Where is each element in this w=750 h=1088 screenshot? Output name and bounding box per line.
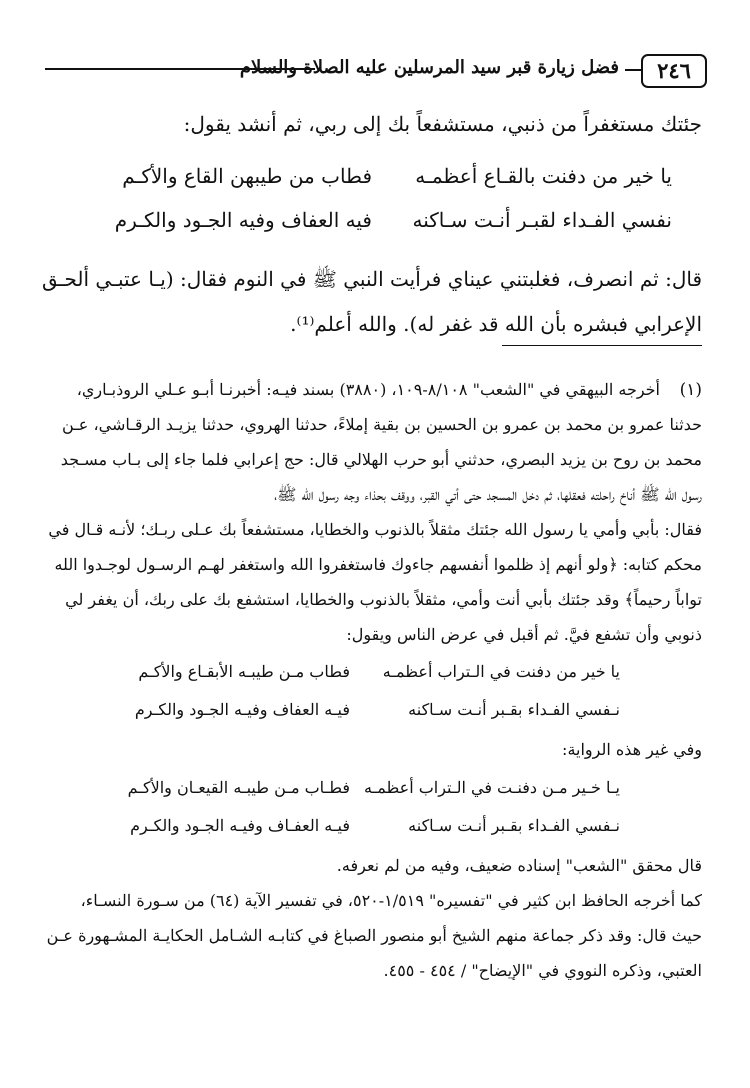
footnote-line: رسول الله ﷺ أناخ راحلته فعقلها، ثم دخل المسجد حتى أتي القبر، ووقف بحذاء وجه رسول الله ﷺ، bbox=[274, 485, 702, 504]
footnote-line: ذنوبي وأن تشفع فيَّ. ثم أقبل في عرض الناس ويقول: bbox=[346, 625, 702, 644]
footnote-line: حدثنا عمرو بن محمد بن عمرو بن الحسين بن بقية إملاءً، حدثنا الهروي، حدثنا يزيـد الرقـاشي، عـن bbox=[61, 415, 702, 434]
footnote-line: تواباً رحيماً﴾ وقد جئتك بأبي أنت وأمي، مثقلاً بالذنوب والخطايا، استشفع بك على ربك، أن يغفر لي bbox=[65, 590, 702, 609]
header-rule-short bbox=[625, 69, 641, 71]
verse-hemistich-left: فطاب مـن طيبـه الأبقـاع والأكـم bbox=[138, 662, 350, 681]
verse-row bbox=[92, 208, 672, 242]
footnote-verse-row bbox=[80, 816, 620, 842]
footnote-line: أخرجه البيهقي في "الشعب" ٨/١٠٨-١٠٩، (٣٨٨٠) بسند فيـه: أخبرنـا أبـو عـلي الروذبـاري، bbox=[76, 380, 660, 399]
verse-hemistich-right: نـفسي الفـداء بقـبر أنـت سـاكنه bbox=[408, 816, 620, 835]
footnote-line: محمد بن روح بن يزيد البصري، حدثني أبو حرب الهلالي قال: حج إعرابي فلما جاء إلى بـاب مسـجد bbox=[60, 450, 702, 469]
footnote-line: العتبي، وذكره النووي في "الإيضاح" / ٤٥٤ - ٤٥٥. bbox=[383, 961, 702, 980]
footnote-verse-row bbox=[80, 778, 620, 804]
verse-hemistich-left: فطـاب مـن طيبـه القيعـان والأكـم bbox=[127, 778, 350, 797]
footnote-line: حيث قال: وقد ذكر جماعة منهم الشيخ أبو منصور الصباغ في كتابـه الشـامل الحكايـة المشـهورة عـن bbox=[46, 926, 702, 945]
footnote-verse-row bbox=[80, 700, 620, 726]
paragraph-line-1: قال: ثم انصرف، فغلبتني عيناي فرأيت النبي ﷺ في النوم فقال: (يـا عتبـي ألحـق bbox=[41, 267, 702, 291]
page-number: ٢٤٦ bbox=[641, 54, 707, 88]
footnote-separator bbox=[502, 345, 702, 346]
footnote-line: قال محقق "الشعب" إسناده ضعيف، وفيه من لم نعرفه. bbox=[336, 856, 702, 875]
paragraph-line-2: الإعرابي فبشره بأن الله قد غفر له). والله أعلم⁽¹⁾. bbox=[290, 312, 702, 336]
footnote-line: فقال: بأبي وأمي يا رسول الله جئتك مثقلاً بالذنوب والخطايا، مستشفعاً بك عـلى ربـك؛ لأنـه قـال في bbox=[48, 520, 702, 539]
verse-hemistich-right: نـفسي الفـداء بقـبر أنـت سـاكنه bbox=[408, 700, 620, 719]
footnote-line: كما أخرجه الحافظ ابن كثير في "تفسيره" ١/٥١٩-٥٢٠، في تفسير الآية (٦٤) من سـورة النسـاء، bbox=[80, 891, 702, 910]
footnote-line: وفي غير هذه الرواية: bbox=[562, 740, 702, 759]
verse-hemistich-right: يا خير من دفنت في الـتراب أعظمـه bbox=[382, 662, 620, 681]
page-header bbox=[45, 52, 707, 90]
intro-line: جئتك مستغفراً من ذنبي، مستشفعاً بك إلى ربي، ثم أنشد يقول: bbox=[183, 112, 702, 136]
verse-hemistich-right: يـا خـير مـن دفنـت في الـتراب أعظمـه bbox=[364, 778, 620, 797]
verse-hemistich-left: فطاب من طيبهن القاع والأكـم bbox=[122, 164, 372, 188]
verse-row bbox=[92, 164, 672, 198]
verse-hemistich-left: فيه العفاف وفيه الجـود والكـرم bbox=[114, 208, 372, 232]
footnote-verse-row bbox=[80, 662, 620, 688]
verse-hemistich-right: نفسي الفـداء لقبـر أنـت سـاكنه bbox=[412, 208, 672, 232]
verse-hemistich-left: فيـه العفـاف وفيـه الجـود والكـرم bbox=[130, 816, 350, 835]
verse-hemistich-left: فيـه العفاف وفيـه الجـود والكـرم bbox=[134, 700, 350, 719]
running-title: فضل زيارة قبر سيد المرسلين عليه الصلاة والسلام bbox=[239, 57, 619, 78]
verse-hemistich-right: يا خير من دفنت بالقـاع أعظمـه bbox=[415, 164, 672, 188]
footnote-line: محكم كتابه: ﴿ولو أنهم إذ ظلموا أنفسهم جاءوك فاستغفروا الله واستغفر لهـم الرسـول لوجـدوا الله bbox=[54, 555, 702, 574]
footnote-marker: (١) bbox=[679, 380, 702, 400]
header-rule bbox=[45, 67, 315, 71]
